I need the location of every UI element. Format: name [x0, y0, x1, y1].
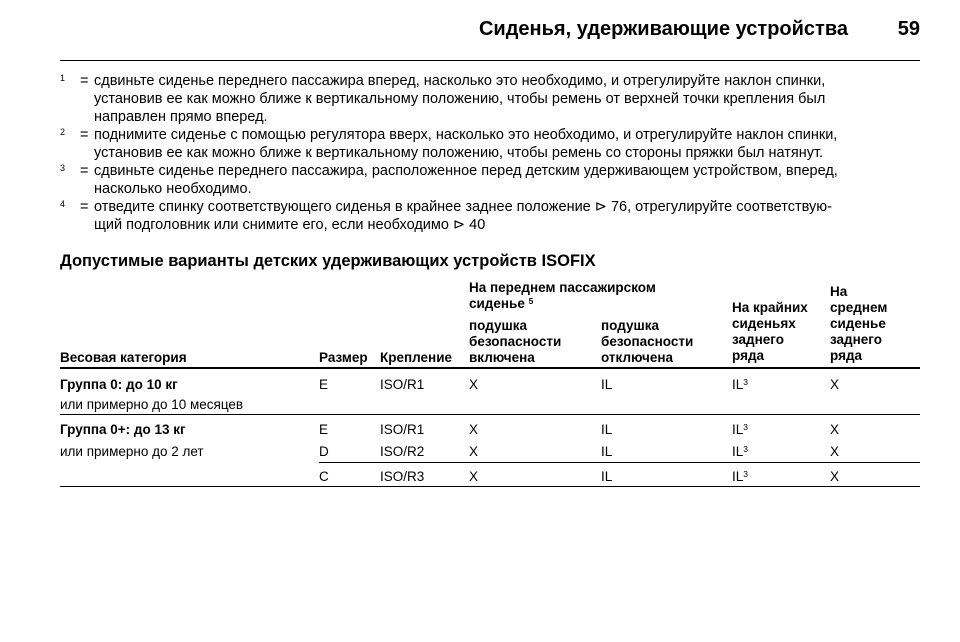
th-line: На [830, 284, 848, 299]
th-line: безопасности [601, 334, 694, 349]
th-line: сиденье [830, 316, 886, 331]
cell-rear-outer [732, 444, 748, 460]
footnote [60, 198, 920, 234]
footnote [60, 126, 920, 162]
th-line: ряда [830, 348, 863, 363]
cell-airbag-off: IL [601, 377, 613, 392]
row-rule [319, 462, 920, 463]
group-title: Группа 0: до 10 кг [60, 377, 178, 392]
row-rule [60, 414, 920, 415]
cell-rear-outer [732, 469, 748, 485]
cell-mount: ISO/R1 [380, 377, 425, 392]
cell-mount: ISO/R2 [380, 444, 425, 459]
cell-value: IL [732, 444, 744, 459]
footnotes [60, 72, 920, 234]
th-line: подушка [469, 318, 527, 333]
footnote-line: сдвиньте сиденье переднего пассажира, расположенное перед детским удерживающем устройством, вперед, [94, 163, 838, 179]
cell-rear-middle: X [830, 469, 840, 484]
footnote-line: установив ее как можно ближе к вертикальному положению, чтобы ремень от верхней точки крепления был [94, 91, 826, 107]
th-weight: Весовая категория [60, 350, 187, 365]
footnote-ref: 3 [743, 377, 748, 387]
th-line: подушка [601, 318, 659, 333]
cell-airbag-on: X [469, 422, 479, 437]
footnote-line: насколько необходимо. [94, 181, 252, 197]
cell-rear-middle: X [830, 377, 840, 392]
cell-value: IL [732, 377, 744, 392]
th-mount: Крепление [380, 350, 453, 365]
th-line: сиденьях [732, 316, 796, 331]
group-subtitle: или примерно до 10 месяцев [60, 397, 244, 412]
page-title: Сиденья, удерживающие устройства [478, 18, 848, 40]
footnote-line: поднимите сиденье с помощью регулятора вверх, насколько это необходимо, и отрегулируйте наклон спинки, [94, 127, 838, 143]
cell-airbag-off: IL [601, 444, 613, 459]
cell-mount: ISO/R1 [380, 422, 425, 437]
cell-airbag-on: X [469, 469, 479, 484]
table-header-rule [60, 367, 920, 369]
cell-size: D [319, 444, 329, 459]
footnote-ref: 3 [743, 444, 748, 454]
th-line: заднего [732, 332, 784, 347]
th-line: среднем [830, 300, 888, 315]
section-title: Допустимые варианты детских удерживающих устройств ISOFIX [60, 252, 596, 270]
th-line: ряда [732, 348, 765, 363]
th-airbag-on [469, 318, 561, 366]
cell-value: IL [732, 469, 744, 484]
cell-mount: ISO/R3 [380, 469, 425, 484]
footnote-number: 1 [60, 73, 66, 83]
cell-airbag-on: X [469, 444, 479, 459]
th-line: заднего [830, 332, 882, 347]
footnote-ref: 5 [528, 296, 534, 306]
table-bottom-rule [60, 486, 920, 487]
footnote-line: щий подголовник или снимите его, если необходимо ⊳ 40 [94, 217, 486, 233]
footnote-number: 3 [60, 163, 66, 173]
th-line: включена [469, 350, 535, 365]
cell-value: IL [732, 422, 744, 437]
page-header [60, 12, 920, 56]
cell-rear-outer [732, 422, 748, 438]
footnote [60, 162, 920, 198]
page-number: 59 [897, 18, 920, 40]
cell-size: E [319, 422, 329, 437]
footnote-eq: = [80, 199, 89, 215]
footnote-line: направлен прямо вперед. [94, 109, 268, 125]
group-title: Группа 0+: до 13 кг [60, 422, 186, 437]
cell-size: C [319, 469, 329, 484]
footnote-number: 2 [60, 127, 66, 137]
footnote-line: отведите спинку соответствующего сиденья в крайнее заднее положение ⊳ 76, отрегулируйте соответствую- [94, 199, 832, 215]
th-front-seat-line: На переднем пассажирском [469, 280, 656, 295]
footnote-ref: 3 [743, 469, 748, 479]
cell-rear-outer [732, 377, 748, 393]
cell-airbag-off: IL [601, 422, 613, 437]
th-front-seat [469, 280, 656, 312]
th-rear-outer [732, 300, 808, 364]
th-line: отключена [601, 350, 674, 365]
footnote-number: 4 [60, 199, 66, 209]
header-rule [60, 60, 920, 61]
footnote-eq: = [80, 163, 89, 179]
group-subtitle: или примерно до 2 лет [60, 444, 204, 459]
th-line: безопасности [469, 334, 562, 349]
th-size: Размер [319, 350, 368, 365]
th-airbag-off [601, 318, 693, 366]
cell-rear-middle: X [830, 444, 840, 459]
cell-rear-middle: X [830, 422, 840, 437]
footnote [60, 72, 920, 126]
th-line: На крайних [732, 300, 808, 315]
footnote-line: сдвиньте сиденье переднего пассажира вперед, насколько это необходимо, и отрегулируйте наклон спинки, [94, 73, 826, 89]
footnote-ref: 3 [743, 422, 748, 432]
th-rear-middle [830, 284, 887, 364]
footnote-eq: = [80, 127, 89, 143]
cell-airbag-on: X [469, 377, 479, 392]
cell-airbag-off: IL [601, 469, 613, 484]
cell-size: E [319, 377, 329, 392]
footnote-eq: = [80, 73, 89, 89]
footnote-line: установив ее как можно ближе к вертикальному положению, чтобы ремень со стороны пряжки был натянут. [94, 145, 824, 161]
th-front-seat-line: сиденье [469, 296, 525, 311]
